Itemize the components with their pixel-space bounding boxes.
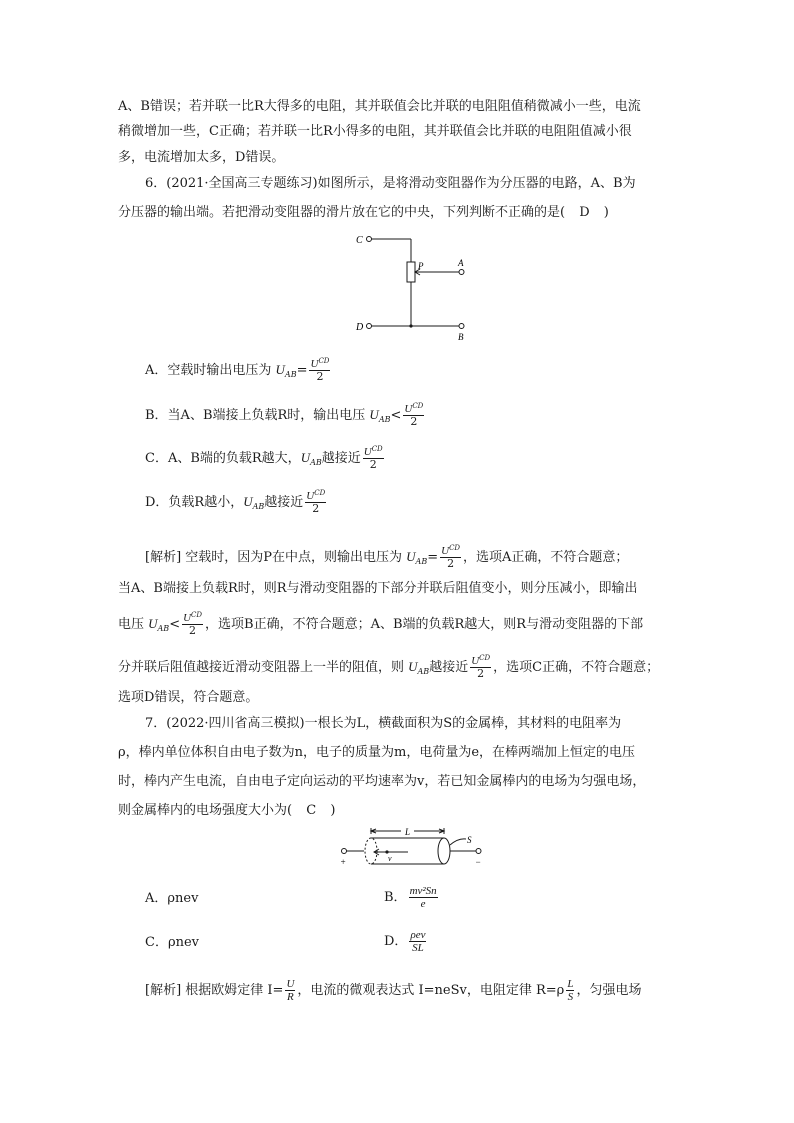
- terminal-plus: [342, 849, 347, 854]
- q6-option-a: [145, 358, 332, 383]
- label-l: L: [405, 827, 411, 837]
- frac-den: 2: [477, 667, 485, 680]
- q7-stem-line1: 7．(2022·四川省高三模拟)一根长为L，横截面积为S的金属棒，其材料的电阻率为: [145, 716, 622, 731]
- q6-solution-line4: [118, 655, 659, 680]
- q6-stem-close: ): [603, 205, 609, 220]
- frac-sup: CD: [449, 544, 461, 552]
- solution-text: ，选项B正确，不符合题意；A、B端的负载R越大，则R与滑动变阻器的下部: [205, 617, 644, 632]
- frac-den: 2: [447, 557, 455, 570]
- subscript: AB: [417, 667, 430, 676]
- q6-stem-text: 分压器的输出端。若把滑动变阻器的滑片放在它的中央，下列判断不正确的是(: [118, 205, 566, 220]
- solution-text: ，匀强电场: [576, 983, 642, 998]
- subscript: AB: [284, 370, 297, 379]
- frac-num: U: [183, 612, 192, 624]
- junction-dot: [409, 324, 412, 327]
- relation: =: [427, 550, 439, 565]
- q7-option-c: C．ρnev: [145, 935, 199, 950]
- frac-den: 2: [369, 458, 377, 471]
- terminal-minus: [476, 849, 481, 854]
- subscript: AB: [252, 502, 265, 511]
- solution-text: 分并联后阻值越接近滑动变阻器上一半的阻值，则: [118, 660, 409, 675]
- option-label: B．当A、B端接上负载R时，输出电压: [145, 408, 370, 423]
- q7-stem-line3: 时，棒内产生电流，自由电子定向运动的平均速率为v，若已知金属棒内的电场为匀强电场，: [118, 774, 646, 789]
- frac-den: 2: [312, 502, 320, 515]
- q7-option-d: [384, 929, 428, 954]
- fraction: [182, 612, 203, 637]
- q7-stem-line2: ρ，棒内单位体积自由电子数为n，电子的质量为m，电荷量为e，在棒两端加上恒定的电压: [118, 745, 636, 760]
- subscript: AB: [310, 458, 322, 467]
- label-b: B: [458, 332, 464, 342]
- fraction: [566, 978, 574, 1003]
- terminal-d: [367, 324, 372, 329]
- fraction: [363, 446, 384, 471]
- label-d: D: [356, 322, 364, 333]
- subscript: AB: [378, 415, 391, 424]
- frac-sup: CD: [318, 357, 330, 365]
- option-label: C．A、B端的负载R越大，: [145, 451, 301, 466]
- relation: <: [169, 617, 181, 632]
- frac-sup: CD: [479, 654, 491, 662]
- q7-solution-line1: [145, 978, 641, 1003]
- frac-den: 2: [410, 415, 418, 428]
- relation: <: [390, 408, 402, 423]
- label-v: v: [388, 854, 392, 863]
- frac-den: R: [287, 991, 294, 1003]
- terminal-a: [459, 270, 464, 275]
- cross-section-leader: [450, 839, 466, 845]
- frac-num: U: [471, 655, 480, 667]
- option-label: D．负载R越小，: [145, 495, 244, 510]
- frac-num: U: [306, 490, 315, 502]
- terminal-b: [459, 324, 464, 329]
- q6-solution-line5: 选项D错误，符合题意。: [118, 690, 259, 705]
- relation: 越接近: [429, 660, 469, 675]
- fraction: [309, 358, 330, 383]
- symbol-u: U: [275, 362, 285, 377]
- subscript: AB: [157, 624, 170, 633]
- q7-stem-text: 则金属棒内的电场强度大小为(: [118, 803, 293, 818]
- q7-option-b: [384, 885, 440, 910]
- relation: 越接近: [321, 451, 361, 466]
- frac-den: e: [420, 898, 426, 910]
- frac-den: 2: [316, 370, 324, 383]
- option-label: B．: [384, 890, 407, 905]
- frac-den: 2: [189, 624, 197, 637]
- solution-text: ，选项C正确，不符合题意；: [493, 660, 660, 675]
- q6-stem-line1: 6．(2021·全国高三专题练习)如图所示，是将滑动变阻器作为分压器的电路，A、B为: [145, 176, 636, 191]
- q7-option-a: A．ρnev: [145, 891, 199, 906]
- label-p: P: [418, 261, 424, 271]
- fraction: [409, 929, 426, 954]
- option-label: A．空载时输出电压为: [145, 363, 276, 378]
- frac-num: U: [404, 403, 413, 415]
- q7-stem-close: ): [330, 803, 336, 818]
- label-plus: +: [340, 857, 347, 867]
- solution-text: ，选项A正确，不符合题意；: [463, 550, 629, 565]
- label-a: A: [458, 258, 464, 268]
- text-line: A、B错误；若并联一比R大得多的电阻，其并联值会比并联的电阻阻值稍微减小一些，电流: [118, 99, 641, 114]
- symbol-u: U: [300, 450, 311, 465]
- fraction: [470, 655, 491, 680]
- solution-text: [解析] 根据欧姆定律 I=: [145, 983, 284, 998]
- frac-num: L: [567, 978, 574, 990]
- q6-stem-line2: [118, 205, 609, 221]
- q6-answer: D: [579, 205, 590, 220]
- label-s: S: [467, 835, 472, 845]
- relation: =: [296, 363, 308, 378]
- solution-text: ，电流的微观表达式 I=neSv，电阻定律 R=ρ: [297, 983, 565, 998]
- frac-num: mv²Sn: [409, 885, 437, 897]
- frac-sup: CD: [314, 489, 326, 497]
- q6-solution-line3: [118, 612, 643, 637]
- solution-text: 电压: [118, 617, 149, 632]
- frac-num: U: [310, 358, 319, 370]
- rod-left-end: [365, 838, 377, 864]
- symbol-u: U: [408, 659, 418, 674]
- rheostat-resistor: [407, 262, 415, 282]
- rod-right-end: [438, 838, 450, 864]
- fraction: [285, 978, 295, 1003]
- frac-den: SL: [412, 942, 424, 954]
- label-c: C: [356, 235, 363, 246]
- frac-num: U: [363, 446, 372, 458]
- q7-answer: C: [306, 803, 317, 818]
- frac-num: ρev: [410, 929, 426, 941]
- slider-arrow: [415, 269, 420, 275]
- frac-sup: CD: [412, 402, 424, 410]
- q6-option-c: [145, 446, 386, 471]
- q6-option-b: [145, 403, 426, 428]
- frac-num: U: [441, 545, 450, 557]
- fraction: [440, 545, 461, 570]
- symbol-u: U: [369, 407, 379, 422]
- fraction: [305, 490, 326, 515]
- symbol-u: U: [406, 549, 416, 564]
- symbol-u: U: [243, 494, 253, 509]
- fraction: [409, 885, 438, 910]
- solution-text: [解析] 空载时，因为P在中点，则输出电压为: [145, 550, 407, 565]
- electron-dot: [385, 850, 388, 853]
- q6-option-d: [145, 490, 328, 515]
- terminal-c: [367, 237, 372, 242]
- frac-den: S: [567, 991, 574, 1003]
- subscript: AB: [415, 557, 428, 566]
- frac-sup: CD: [371, 445, 383, 453]
- frac-num: U: [286, 978, 295, 990]
- text-line: 多，电流增加太多，D错误。: [118, 150, 285, 165]
- frac-sup: CD: [191, 611, 203, 619]
- symbol-u: U: [148, 616, 158, 631]
- text-line: 稍微增加一些，C正确；若并联一比R小得多的电阻，其并联值会比并联的电阻阻值减小很: [118, 124, 632, 139]
- fraction: [403, 403, 424, 428]
- q6-solution-line1: [145, 545, 628, 570]
- q6-solution-line2: 当A、B端接上负载R时，则R与滑动变阻器的下部分并联后阻值变小，则分压减小，即输出: [118, 581, 638, 596]
- q7-stem-line4: [118, 803, 335, 819]
- option-label: D．: [384, 934, 408, 949]
- label-minus: −: [475, 857, 482, 867]
- relation: 越接近: [264, 495, 304, 510]
